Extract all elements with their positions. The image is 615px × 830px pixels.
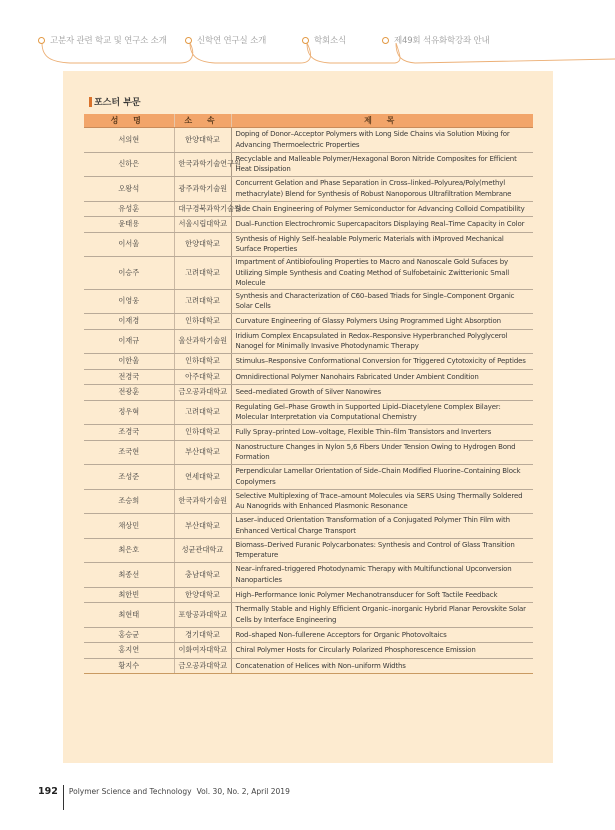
cell-name: 서의현 — [84, 128, 174, 153]
cell-affiliation: 부산대학교 — [174, 440, 231, 465]
cell-name: 조승희 — [84, 489, 174, 514]
nav-item-news[interactable] — [302, 34, 346, 46]
cell-name: 홍지연 — [84, 643, 174, 659]
cell-name: 채상민 — [84, 514, 174, 539]
cell-affiliation: 대구경북과학기술원 — [174, 201, 231, 217]
cell-title: Fully Spray–printed Low–voltage, Flexible Thin–film Transistors and Inverters — [231, 425, 533, 441]
table-row — [84, 128, 533, 153]
cell-title: Omnidirectional Polymer Nanohairs Fabricated Under Ambient Condition — [231, 369, 533, 385]
cell-name: 조국현 — [84, 440, 174, 465]
section-marker-icon — [89, 97, 92, 107]
section-title-text: 포스터 부문 — [94, 98, 141, 108]
table-row — [84, 152, 533, 177]
cell-affiliation: 고려대학교 — [174, 289, 231, 314]
cell-title: Recyclable and Malleable Polymer/Hexagonal Boron Nitride Composites for Efficient Heat Dissipation — [231, 152, 533, 177]
table-row — [84, 369, 533, 385]
cell-name: 홍승균 — [84, 627, 174, 643]
cell-affiliation: 서울시립대학교 — [174, 217, 231, 233]
footer-divider — [63, 785, 64, 810]
cell-name: 이승주 — [84, 257, 174, 290]
cell-title: Near–infrared–triggered Photodynamic Therapy with Multifunctional Upconversion Nanoparticles — [231, 563, 533, 588]
column-header-name: 성 명 — [84, 114, 174, 128]
poster-awards-table — [84, 114, 533, 674]
table-row — [84, 465, 533, 490]
cell-title: Nanostructure Changes in Nylon 5,6 Fibers Under Tension Owing to Hydrogen Bond Formation — [231, 440, 533, 465]
table-header-row — [84, 114, 533, 128]
page-footer — [38, 785, 290, 810]
cell-title: Side Chain Engineering of Polymer Semiconductor for Advancing Colloid Compatibility — [231, 201, 533, 217]
cell-title: Dual–Function Electrochromic Supercapacitors Displaying Real–Time Capacity in Color — [231, 217, 533, 233]
table-row — [84, 257, 533, 290]
cell-name: 전광훈 — [84, 385, 174, 401]
nav-item-labs[interactable] — [185, 34, 266, 46]
journal-info — [69, 787, 290, 796]
cell-affiliation: 인하대학교 — [174, 425, 231, 441]
journal-name: Polymer Science and Technology — [68, 787, 192, 796]
table-row — [84, 627, 533, 643]
nav-item-lecture[interactable] — [382, 34, 490, 46]
cell-name: 오왕석 — [84, 177, 174, 202]
cell-title: Rod–shaped Non–fullerene Acceptors for Organic Photovoltaics — [231, 627, 533, 643]
table-row — [84, 587, 533, 603]
column-header-title: 제 목 — [231, 114, 533, 128]
cell-title: Curvature Engineering of Glassy Polymers Using Programmed Light Absorption — [231, 314, 533, 330]
table-row — [84, 489, 533, 514]
cell-affiliation: 한국과학기술연구원 — [174, 152, 231, 177]
cell-name: 유성훈 — [84, 201, 174, 217]
cell-title: High–Performance Ionic Polymer Mechanotransducer for Soft Tactile Feedback — [231, 587, 533, 603]
cell-affiliation: 한양대학교 — [174, 587, 231, 603]
cell-name: 최은호 — [84, 538, 174, 563]
nav-item-label: 신학연 연구실 소개 — [197, 36, 267, 46]
cell-title: Perpendicular Lamellar Orientation of Side–Chain Modified Fluorine–Containing Block Copolymers — [231, 465, 533, 490]
table-row — [84, 514, 533, 539]
cell-affiliation: 금오공과대학교 — [174, 658, 231, 674]
table-row — [84, 217, 533, 233]
cell-affiliation: 고려대학교 — [174, 400, 231, 425]
cell-affiliation: 한국과학기술원 — [174, 489, 231, 514]
cell-title: Synthesis of Highly Self–healable Polymeric Materials with iMproved Mechanical Surface Properties — [231, 232, 533, 257]
column-header-affiliation: 소 속 — [174, 114, 231, 128]
cell-name: 이서울 — [84, 232, 174, 257]
table-row — [84, 425, 533, 441]
nav-item-schools[interactable] — [38, 34, 167, 46]
table-row — [84, 289, 533, 314]
cell-name: 전경국 — [84, 369, 174, 385]
cell-title: Stimulus–Responsive Conformational Conversion for Triggered Cytotoxicity of Peptides — [231, 354, 533, 370]
journal-issue: Vol. 30, No. 2, April 2019 — [196, 787, 290, 796]
cell-affiliation: 인하대학교 — [174, 314, 231, 330]
cell-affiliation: 광주과학기술원 — [174, 177, 231, 202]
cell-name: 윤태용 — [84, 217, 174, 233]
cell-title: Doping of Donor–Acceptor Polymers with Long Side Chains via Solution Mixing for Advancing Thermoelectric Properties — [231, 128, 533, 153]
cell-title: Laser–induced Orientation Transformation of a Conjugated Polymer Thin Film with Enhanced Vertical Charge Transport — [231, 514, 533, 539]
table-row — [84, 177, 533, 202]
circle-bullet-icon — [185, 37, 192, 44]
cell-name: 신하은 — [84, 152, 174, 177]
cell-title: Seed–mediated Growth of Silver Nanowires — [231, 385, 533, 401]
circle-bullet-icon — [382, 37, 389, 44]
cell-title: Chiral Polymer Hosts for Circularly Polarized Phosphorescence Emission — [231, 643, 533, 659]
table-row — [84, 232, 533, 257]
cell-affiliation: 이화여자대학교 — [174, 643, 231, 659]
cell-name: 최현태 — [84, 603, 174, 628]
table-row — [84, 385, 533, 401]
cell-title: Iridium Complex Encapsulated in Redox–Responsive Hyperbranched Polyglycerol Nanogel for Minimally Invasive Photodynamic Therapy — [231, 329, 533, 354]
cell-title: Regulating Gel–Phase Growth in Supported Lipid–Diacetylene Complex Bilayer: Molecular Interpretation via Computational Chemistry — [231, 400, 533, 425]
cell-affiliation: 아주대학교 — [174, 369, 231, 385]
circle-bullet-icon — [302, 37, 309, 44]
nav-item-label: 고분자 관련 학교 및 연구소 소개 — [50, 36, 167, 46]
table-row — [84, 329, 533, 354]
section-heading — [89, 95, 141, 108]
cell-title: Concurrent Gelation and Phase Separation in Cross–linked–Polyurea/Poly(methyl methacrylate) Blend for Synthesis of Robust Nanoporous Ultrafiltration Membrane — [231, 177, 533, 202]
nav-item-label: 제49회 석유화학강좌 안내 — [394, 36, 490, 46]
cell-title: Synthesis and Characterization of C60–based Triads for Single–Component Organic Solar Cells — [231, 289, 533, 314]
cell-affiliation: 부산대학교 — [174, 514, 231, 539]
page-number: 192 — [38, 786, 58, 797]
cell-affiliation: 경기대학교 — [174, 627, 231, 643]
cell-affiliation: 금오공과대학교 — [174, 385, 231, 401]
table-row — [84, 658, 533, 674]
cell-affiliation: 한양대학교 — [174, 128, 231, 153]
cell-name: 정우혁 — [84, 400, 174, 425]
cell-affiliation: 고려대학교 — [174, 257, 231, 290]
circle-bullet-icon — [38, 37, 45, 44]
table-row — [84, 201, 533, 217]
top-navigation — [0, 0, 615, 70]
cell-name: 조경국 — [84, 425, 174, 441]
cell-title: Selective Multiplexing of Trace–amount Molecules via SERS Using Thermally Soldered Au Nanogrids with Enhanced Plasmonic Resonance — [231, 489, 533, 514]
cell-name: 최종선 — [84, 563, 174, 588]
cell-title: Concatenation of Helices with Non–uniform Widths — [231, 658, 533, 674]
cell-name: 황지수 — [84, 658, 174, 674]
cell-name: 조성준 — [84, 465, 174, 490]
table-row — [84, 643, 533, 659]
table-row — [84, 400, 533, 425]
poster-section-panel — [63, 71, 553, 763]
cell-affiliation: 충남대학교 — [174, 563, 231, 588]
cell-affiliation: 한양대학교 — [174, 232, 231, 257]
cell-affiliation: 연세대학교 — [174, 465, 231, 490]
cell-title: Impartment of Antibiofouling Properties to Macro and Nanoscale Gold Sufaces by Utilizing Simple Synthesis and Coating Method of Sulfobetainic Zwitterionic Small Molecule — [231, 257, 533, 290]
table-row — [84, 538, 533, 563]
cell-affiliation: 울산과학기술원 — [174, 329, 231, 354]
table-row — [84, 603, 533, 628]
cell-title: Biomass–Derived Furanic Polycarbonates: Synthesis and Control of Glass Transition Temperature — [231, 538, 533, 563]
table-row — [84, 314, 533, 330]
table-row — [84, 354, 533, 370]
table-row — [84, 563, 533, 588]
cell-affiliation: 인하대학교 — [174, 354, 231, 370]
cell-name: 이재경 — [84, 314, 174, 330]
cell-name: 이영웅 — [84, 289, 174, 314]
cell-name: 최한빈 — [84, 587, 174, 603]
cell-name: 이한울 — [84, 354, 174, 370]
nav-item-label: 학회소식 — [314, 36, 347, 46]
table-row — [84, 440, 533, 465]
cell-affiliation: 성균관대학교 — [174, 538, 231, 563]
cell-title: Thermally Stable and Highly Efficient Organic–inorganic Hybrid Planar Perovskite Solar Cells by Interface Engineering — [231, 603, 533, 628]
cell-name: 이재규 — [84, 329, 174, 354]
cell-affiliation: 포항공과대학교 — [174, 603, 231, 628]
